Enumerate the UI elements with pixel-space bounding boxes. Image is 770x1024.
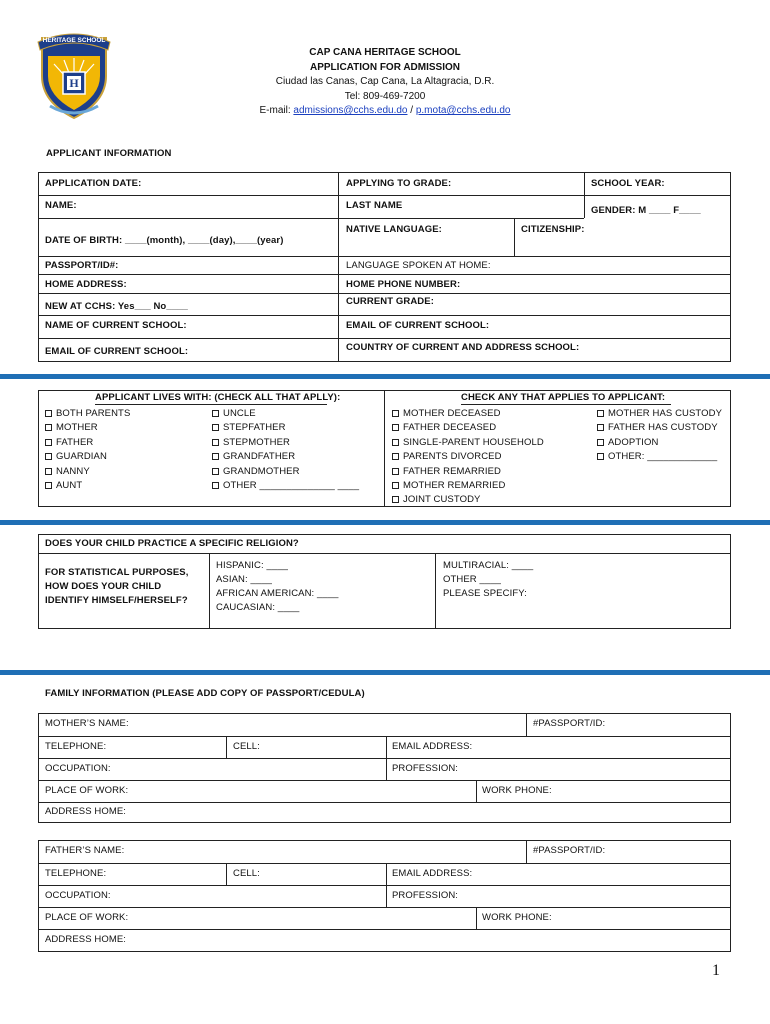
lives-with-option[interactable]: GRANDFATHER	[212, 450, 359, 464]
checkbox[interactable]	[212, 439, 219, 446]
applying-grade-label: APPLYING TO GRADE:	[346, 178, 452, 189]
gender-label: GENDER: M ____ F____	[591, 205, 701, 216]
applies-option[interactable]: FATHER REMARRIED	[392, 465, 544, 479]
applies-option[interactable]: SINGLE-PARENT HOUSEHOLD	[392, 436, 544, 450]
checkbox[interactable]	[597, 424, 604, 431]
lives-with-col2	[212, 407, 359, 493]
current-school-label: NAME OF CURRENT SCHOOL:	[45, 320, 187, 331]
checkbox[interactable]	[212, 468, 219, 475]
mother-occupation-label: OCCUPATION:	[45, 763, 111, 774]
checkbox[interactable]	[392, 482, 399, 489]
lives-with-option[interactable]: OTHER ______________ ____	[212, 479, 359, 493]
lives-with-option[interactable]: BOTH PARENTS	[45, 407, 130, 421]
mother-table	[38, 713, 731, 823]
name-label: NAME:	[45, 200, 77, 211]
ethnicity-options-mid: HISPANIC: ____ ASIAN: ____ AFRICAN AMERICAN: ____ CAUCASIAN: ____	[216, 560, 339, 613]
checkbox[interactable]	[212, 453, 219, 460]
applies-option[interactable]: MOTHER DECEASED	[392, 407, 544, 421]
school-address: Ciudad las Canas, Cap Cana, La Altagracia, D.R.	[275, 76, 495, 87]
religion-question: DOES YOUR CHILD PRACTICE A SPECIFIC RELIGION?	[45, 538, 299, 549]
mother-work-phone-label: WORK PHONE:	[482, 785, 552, 796]
page-number: 1	[712, 962, 720, 979]
applies-option[interactable]: OTHER: _____________	[597, 450, 722, 464]
dob-label: DATE OF BIRTH: ____(month), ____(day),____(year)	[45, 235, 284, 246]
applies-option[interactable]: FATHER DECEASED	[392, 421, 544, 435]
new-at-cchs-label: NEW AT CCHS: Yes___ No____	[45, 301, 188, 312]
father-passport-label: #PASSPORT/ID:	[533, 845, 606, 856]
home-phone-label: HOME PHONE NUMBER:	[346, 279, 461, 290]
lives-with-option[interactable]: AUNT	[45, 479, 130, 493]
mother-profession-label: PROFESSION:	[392, 763, 459, 774]
last-name-label: LAST NAME	[346, 200, 403, 211]
form-title: APPLICATION FOR ADMISSION	[310, 61, 460, 73]
mother-telephone-label: TELEPHONE:	[45, 741, 107, 752]
lives-with-option[interactable]: MOTHER	[45, 421, 130, 435]
statistical-label: FOR STATISTICAL PURPOSES, HOW DOES YOUR CHILD IDENTIFY HIMSELF/HERSELF?	[45, 567, 189, 606]
school-logo	[36, 28, 112, 120]
applies-col1	[392, 407, 544, 508]
application-date-label: APPLICATION DATE:	[45, 178, 142, 189]
logo-text: HERITAGE SCHOOL	[42, 37, 106, 44]
checkbox[interactable]	[392, 496, 399, 503]
school-emails: E-mail: admissions@cchs.edu.do / p.mota@cchs.edu.do	[259, 105, 511, 116]
checkbox[interactable]	[45, 482, 52, 489]
checkbox[interactable]	[392, 410, 399, 417]
lives-with-option[interactable]: FATHER	[45, 436, 130, 450]
checkbox[interactable]	[392, 468, 399, 475]
checkbox[interactable]	[392, 424, 399, 431]
father-address-label: ADDRESS HOME:	[45, 934, 127, 945]
applies-option[interactable]: JOINT CUSTODY	[392, 493, 544, 507]
lives-with-col1	[45, 407, 130, 493]
father-occupation-label: OCCUPATION:	[45, 890, 111, 901]
applicant-section-title: APPLICANT INFORMATION	[46, 148, 172, 159]
applies-col2	[597, 407, 722, 465]
father-name-label: FATHER’S NAME:	[45, 845, 125, 856]
admissions-email-link[interactable]: admissions@cchs.edu.do	[293, 105, 408, 116]
lives-with-option[interactable]: GRANDMOTHER	[212, 465, 359, 479]
checkbox[interactable]	[597, 410, 604, 417]
passport-label: PASSPORT/ID#:	[45, 260, 119, 271]
lives-with-option[interactable]: STEPFATHER	[212, 421, 359, 435]
citizenship-label: CITIZENSHIP:	[521, 224, 585, 235]
mother-cell-label: CELL:	[233, 741, 260, 752]
applies-title: CHECK ANY THAT APPLIES TO APPLICANT:	[461, 392, 666, 403]
checkbox[interactable]	[212, 410, 219, 417]
checkbox[interactable]	[597, 453, 604, 460]
school-name: CAP CANA HERITAGE SCHOOL	[309, 47, 461, 58]
email-current-school-right-label: EMAIL OF CURRENT SCHOOL:	[346, 320, 490, 331]
checkbox[interactable]	[45, 424, 52, 431]
language-home-label: LANGUAGE SPOKEN AT HOME:	[346, 260, 491, 271]
mother-address-label: ADDRESS HOME:	[45, 806, 127, 817]
father-profession-label: PROFESSION:	[392, 890, 459, 901]
father-cell-label: CELL:	[233, 868, 260, 879]
divider-bar-2	[0, 520, 770, 525]
pmota-email-link[interactable]: p.mota@cchs.edu.do	[415, 105, 511, 116]
current-grade-label: CURRENT GRADE:	[346, 296, 434, 307]
country-school-label: COUNTRY OF CURRENT AND ADDRESS SCHOOL:	[346, 342, 580, 353]
lives-with-option[interactable]: GUARDIAN	[45, 450, 130, 464]
family-section-title: FAMILY INFORMATION (PLEASE ADD COPY OF PASSPORT/CEDULA)	[45, 688, 365, 699]
native-language-label: NATIVE LANGUAGE:	[346, 224, 442, 235]
checkbox[interactable]	[45, 453, 52, 460]
lives-with-option[interactable]: STEPMOTHER	[212, 436, 359, 450]
checkbox[interactable]	[212, 424, 219, 431]
mother-name-label: MOTHER’S NAME:	[45, 718, 129, 729]
checkbox[interactable]	[45, 410, 52, 417]
father-place-of-work-label: PLACE OF WORK:	[45, 912, 129, 923]
ethnicity-options-right: MULTIRACIAL: ____ OTHER ____ PLEASE SPECIFY:	[443, 560, 534, 599]
applies-option[interactable]: PARENTS DIVORCED	[392, 450, 544, 464]
checkbox[interactable]	[392, 439, 399, 446]
lives-with-title: APPLICANT LIVES WITH: (CHECK ALL THAT APLLY):	[95, 392, 341, 403]
father-telephone-label: TELEPHONE:	[45, 868, 107, 879]
header	[185, 46, 585, 119]
school-phone: Tel: 809-469-7200	[344, 90, 426, 102]
divider-bar-1	[0, 374, 770, 379]
checkbox[interactable]	[597, 439, 604, 446]
mother-passport-label: #PASSPORT/ID:	[533, 718, 606, 729]
applies-option[interactable]: FATHER HAS CUSTODY	[597, 421, 722, 435]
applies-option[interactable]: MOTHER HAS CUSTODY	[597, 407, 722, 421]
mother-email-label: EMAIL ADDRESS:	[392, 741, 473, 752]
applies-option[interactable]: ADOPTION	[597, 436, 722, 450]
father-work-phone-label: WORK PHONE:	[482, 912, 552, 923]
school-year-label: SCHOOL YEAR:	[591, 178, 665, 189]
home-address-label: HOME ADDRESS:	[45, 279, 127, 290]
lives-with-option[interactable]: NANNY	[45, 465, 130, 479]
checkbox[interactable]	[45, 468, 52, 475]
checkbox[interactable]	[45, 439, 52, 446]
checkbox[interactable]	[392, 453, 399, 460]
lives-with-option[interactable]: UNCLE	[212, 407, 359, 421]
checkbox[interactable]	[212, 482, 219, 489]
father-table	[38, 840, 731, 952]
svg-text:H: H	[69, 76, 79, 90]
applies-option[interactable]: MOTHER REMARRIED	[392, 479, 544, 493]
divider-bar-3	[0, 670, 770, 675]
mother-place-of-work-label: PLACE OF WORK:	[45, 785, 129, 796]
father-email-label: EMAIL ADDRESS:	[392, 868, 473, 879]
email-current-school-left-label: EMAIL OF CURRENT SCHOOL:	[45, 346, 189, 357]
